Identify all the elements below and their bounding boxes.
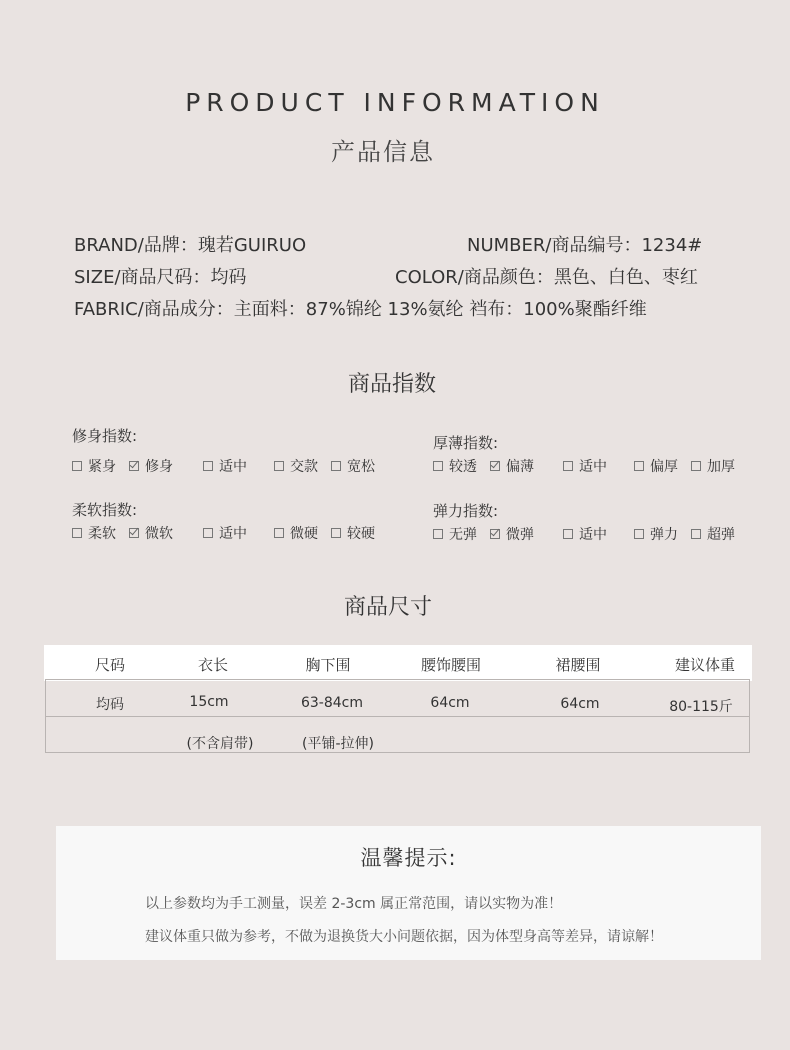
info-brand: BRAND/品牌：瑰若GUIRUO — [74, 235, 307, 256]
index-option[interactable] — [203, 456, 247, 476]
page-title-en: PRODUCT INFORMATION — [185, 88, 605, 117]
checkbox-icon — [331, 461, 341, 471]
index-option[interactable] — [274, 523, 318, 543]
size-table-divider — [45, 716, 750, 717]
tips-line: 建议体重只做为参考，不做为退换货大小问题依据，因为体型身高等差异，请谅解！ — [145, 929, 663, 945]
index-option-label: 较硬 — [347, 526, 375, 542]
index-option-label: 偏厚 — [650, 459, 678, 475]
index-option-label: 无弹 — [449, 527, 477, 543]
index-option[interactable] — [490, 456, 534, 476]
page-title-cn: 产品信息 — [331, 138, 435, 166]
index-label-softness: 柔软指数: — [72, 501, 138, 519]
info-color: COLOR/商品颜色：黑色、白色、枣红 — [395, 267, 698, 288]
checkbox-checked-icon — [490, 461, 500, 471]
index-option[interactable] — [433, 456, 477, 476]
size-cell: 均码 — [96, 697, 124, 713]
index-option[interactable] — [563, 524, 607, 544]
index-option[interactable] — [331, 456, 375, 476]
index-option[interactable] — [634, 524, 678, 544]
checkbox-icon — [634, 529, 644, 539]
index-option[interactable] — [72, 456, 116, 476]
index-options-softness — [72, 523, 402, 543]
info-number: NUMBER/商品编号：1234# — [467, 235, 703, 256]
checkbox-icon — [203, 461, 213, 471]
size-note: (平铺-拉伸) — [302, 736, 374, 752]
index-label-elasticity: 弹力指数: — [433, 502, 499, 520]
size-cell: 64cm — [430, 695, 470, 711]
checkbox-icon — [433, 461, 443, 471]
checkbox-icon — [634, 461, 644, 471]
index-option[interactable] — [331, 523, 375, 543]
checkbox-checked-icon — [129, 528, 139, 538]
index-option[interactable] — [563, 456, 607, 476]
index-option[interactable] — [129, 456, 173, 476]
index-option[interactable] — [203, 523, 247, 543]
info-fabric: FABRIC/商品成分：主面料：87%锦纶 13%氨纶 裆布：100%聚酯纤维 — [74, 299, 647, 320]
index-option-label: 超弹 — [707, 527, 735, 543]
size-col-header: 建议体重 — [674, 656, 736, 674]
index-option[interactable] — [72, 523, 116, 543]
size-col-header: 衣长 — [197, 656, 229, 674]
checkbox-icon — [203, 528, 213, 538]
size-cell: 63-84cm — [300, 695, 364, 711]
index-options-fit — [72, 456, 402, 476]
checkbox-icon — [274, 461, 284, 471]
checkbox-checked-icon — [129, 461, 139, 471]
index-option-label: 适中 — [219, 459, 247, 475]
checkbox-icon — [331, 528, 341, 538]
index-option-label: 微硬 — [290, 526, 318, 542]
index-section-title: 商品指数 — [347, 372, 436, 397]
index-option[interactable] — [129, 523, 173, 543]
size-cell: 15cm — [189, 694, 229, 710]
checkbox-icon — [72, 528, 82, 538]
index-option-label: 加厚 — [707, 459, 735, 475]
checkbox-icon — [691, 529, 701, 539]
index-label-thickness: 厚薄指数: — [433, 434, 499, 452]
checkbox-checked-icon — [490, 529, 500, 539]
checkbox-icon — [691, 461, 701, 471]
tips-line: 以上参数均为手工测量，误差 2-3cm 属正常范围，请以实物为准！ — [145, 896, 563, 912]
index-option-label: 偏薄 — [506, 459, 534, 475]
index-option-label: 微软 — [145, 526, 173, 542]
index-option-label: 适中 — [579, 459, 607, 475]
size-col-header: 尺码 — [94, 656, 126, 674]
index-option-label: 较透 — [449, 459, 477, 475]
size-col-header: 腰饰腰围 — [420, 656, 482, 674]
index-option-label: 紧身 — [88, 459, 116, 475]
checkbox-icon — [563, 529, 573, 539]
index-label-fit: 修身指数: — [72, 427, 138, 445]
size-col-header: 胸下围 — [305, 656, 351, 674]
index-option[interactable] — [634, 456, 678, 476]
index-option[interactable] — [274, 456, 318, 476]
index-option[interactable] — [433, 524, 477, 544]
index-option-label: 微弹 — [506, 527, 534, 543]
checkbox-icon — [433, 529, 443, 539]
size-col-header: 裙腰围 — [555, 656, 601, 674]
size-cell: 80-115斤 — [669, 699, 733, 715]
size-note: (不含肩带) — [186, 736, 254, 752]
index-option-label: 适中 — [219, 526, 247, 542]
index-option-label: 宽松 — [347, 459, 375, 475]
size-table-header — [44, 645, 752, 681]
index-option-label: 弹力 — [650, 527, 678, 543]
size-section-title: 商品尺寸 — [343, 595, 432, 620]
index-option[interactable] — [691, 524, 735, 544]
checkbox-icon — [72, 461, 82, 471]
index-options-thickness — [433, 456, 763, 476]
info-size: SIZE/商品尺码：均码 — [74, 267, 247, 288]
tips-title: 温馨提示: — [360, 846, 457, 870]
checkbox-icon — [274, 528, 284, 538]
size-cell: 64cm — [560, 696, 600, 712]
index-option-label: 交款 — [290, 459, 318, 475]
checkbox-icon — [563, 461, 573, 471]
index-option[interactable] — [691, 456, 735, 476]
index-option-label: 适中 — [579, 527, 607, 543]
index-option[interactable] — [490, 524, 534, 544]
index-option-label: 柔软 — [88, 526, 116, 542]
index-option-label: 修身 — [145, 459, 173, 475]
index-options-elasticity — [433, 524, 763, 544]
